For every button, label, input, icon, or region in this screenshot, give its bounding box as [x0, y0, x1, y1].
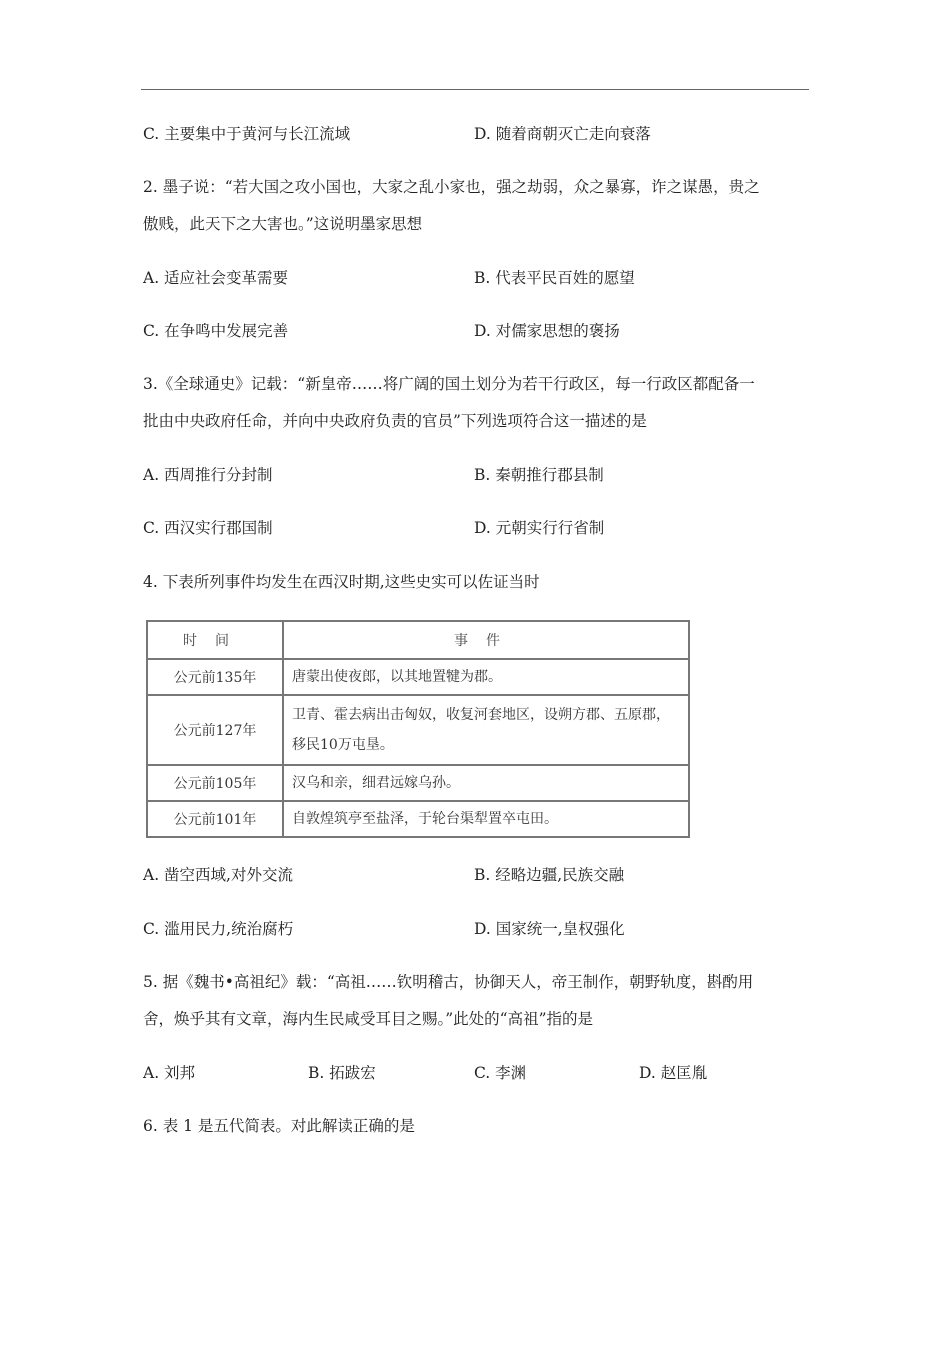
table-header-row	[147, 621, 689, 659]
q6-stem-line1: 6. 表 1 是五代简表。对此解读正确的是	[143, 1117, 415, 1135]
q4-events-table	[146, 620, 690, 838]
q3-option-b: B. 秦朝推行郡县制	[474, 466, 604, 484]
q4-option-a: A. 凿空西域,对外交流	[143, 866, 293, 884]
q2-option-c: C. 在争鸣中发展完善	[143, 322, 289, 340]
table-cell-year: 公元前105年	[147, 765, 283, 801]
q4-option-c: C. 滥用民力,统治腐朽	[143, 920, 294, 938]
q2-option-d: D. 对儒家思想的褒扬	[474, 322, 620, 340]
table-cell-year: 公元前127年	[147, 695, 283, 765]
table-header-event: 事件	[283, 621, 689, 659]
q3-option-d: D. 元朝实行行省制	[474, 519, 605, 537]
table-row	[147, 801, 689, 837]
q5-stem-line1: 5. 据《魏书•高祖纪》载：“高祖……钦明稽古，协御天人，帝王制作，朝野轨度，斟酌用	[143, 973, 754, 991]
table-row	[147, 765, 689, 801]
q1-option-c: C. 主要集中于黄河与长江流域	[143, 125, 351, 143]
q5-option-d: D. 赵匡胤	[639, 1064, 708, 1082]
q5-option-b: B. 拓跋宏	[308, 1064, 376, 1082]
table-header-time: 时间	[147, 621, 283, 659]
q3-stem-line1: 3.《全球通史》记载：“新皇帝……将广阔的国土划分为若干行政区，每一行政区都配备一	[143, 375, 755, 393]
q3-option-c: C. 西汉实行郡国制	[143, 519, 273, 537]
q2-option-b: B. 代表平民百姓的愿望	[474, 269, 635, 287]
q5-stem-line2: 舍，焕乎其有文章，海内生民咸受耳目之赐。”此处的“高祖”指的是	[143, 1010, 594, 1028]
table-cell-year: 公元前135年	[147, 659, 283, 695]
table-cell-event: 自敦煌筑亭至盐泽，于轮台渠犁置卒屯田。	[283, 801, 689, 837]
q4-option-b: B. 经略边疆,民族交融	[474, 866, 625, 884]
q4-option-d: D. 国家统一,皇权强化	[474, 920, 625, 938]
table-cell-year: 公元前101年	[147, 801, 283, 837]
q2-stem-line2: 傲贱，此天下之大害也。”这说明墨家思想	[143, 215, 423, 233]
table-cell-event: 唐蒙出使夜郎，以其地置犍为郡。	[283, 659, 689, 695]
table-row	[147, 695, 689, 765]
q3-stem-line2: 批由中央政府任命，并向中央政府负责的官员”下列选项符合这一描述的是	[143, 412, 647, 430]
q1-option-d: D. 随着商朝灭亡走向衰落	[474, 125, 651, 143]
q5-option-c: C. 李渊	[474, 1064, 527, 1082]
table-cell-event: 卫青、霍去病出击匈奴，收复河套地区，设朔方郡、五原郡，移民10万屯垦。	[283, 695, 689, 765]
table-row	[147, 659, 689, 695]
q2-option-a: A. 适应社会变革需要	[143, 269, 289, 287]
table-cell-event: 汉乌和亲，细君远嫁乌孙。	[283, 765, 689, 801]
header-rule	[141, 89, 809, 90]
q5-option-a: A. 刘邦	[143, 1064, 196, 1082]
q3-option-a: A. 西周推行分封制	[143, 466, 273, 484]
q4-stem-line1: 4. 下表所列事件均发生在西汉时期,这些史实可以佐证当时	[143, 573, 540, 591]
q2-stem-line1: 2. 墨子说：“若大国之攻小国也，大家之乱小家也，强之劫弱，众之暴寡，诈之谋愚，贵之	[143, 178, 760, 196]
